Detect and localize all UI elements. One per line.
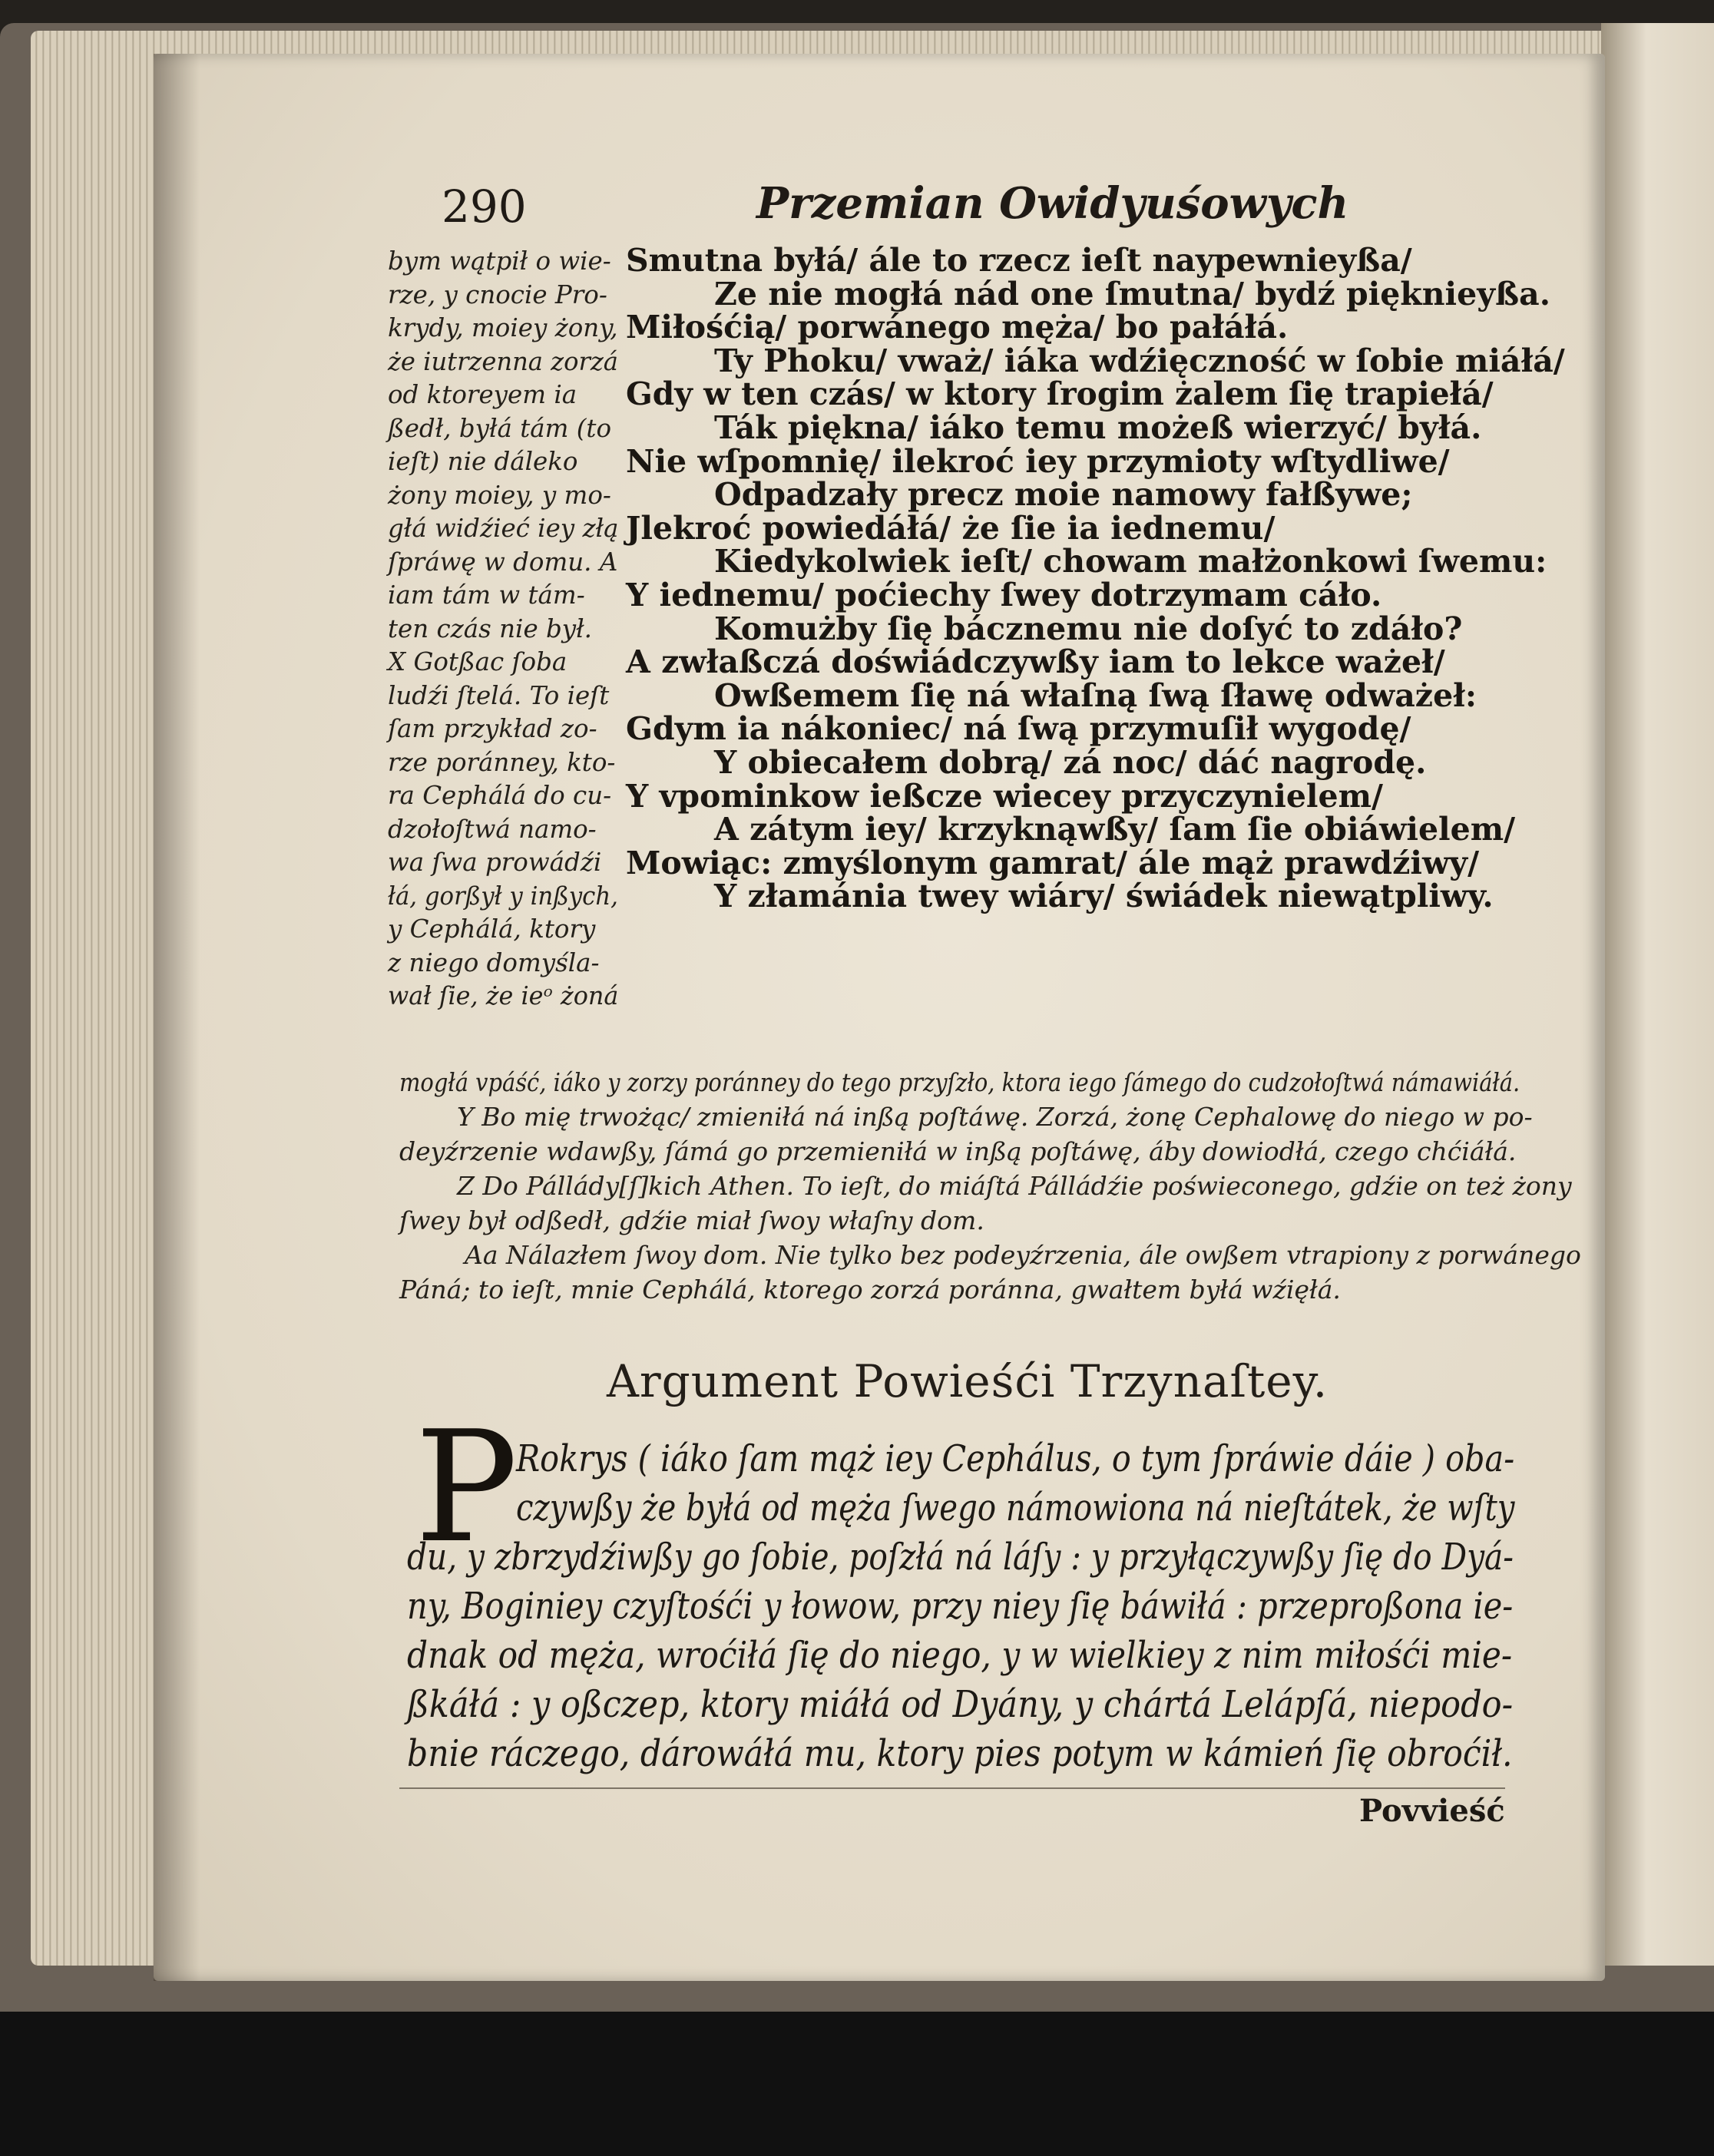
verse-line: Y iednemu/ poćiechy ſwey dotrzymam cáło. <box>626 577 1382 613</box>
gloss-line: dzołoſtwá namo- <box>388 813 597 844</box>
gloss-line: ludźi ſtelá. To ieſt <box>388 680 610 710</box>
gloss-line: że iutrzenna zorzá <box>388 346 618 376</box>
gloss-line: wa ſwa prowádźi <box>388 847 602 877</box>
verse-line: Y złamánia twey wiáry/ świádek niewątpliwy. <box>714 878 1494 915</box>
argument-heading: Argument Powieśći Trzynaſtey. <box>607 1355 1329 1407</box>
verse-line: Gdym ia nákoniec/ ná ſwą przymuſił wygodę/ <box>626 710 1411 748</box>
gloss-line: ſam przykład zo- <box>388 713 597 743</box>
verse-line: Nie wſpomnię/ ilekroć iey przymioty wſtydliwe/ <box>626 442 1450 480</box>
argument-line: du, y zbrzydźiwßy go ſobie, poſzłá ná láſy : y przyłączywßy ſię do Dyá- <box>407 1536 1514 1579</box>
facing-page-edge <box>1601 23 1714 1966</box>
argument-line: ny, Boginiey czyſtośći y łowow, przy niey ſię báwiłá : przeproßona ie- <box>407 1585 1514 1628</box>
gloss-line: bym wątpił o wie- <box>388 246 611 276</box>
gloss-line: ten czás nie był. <box>388 613 592 643</box>
argument-line: ßkáłá : y oßczep, ktory miáłá od Dyány, y chártá Lelápſá, niepodo- <box>407 1683 1514 1726</box>
page-gutter-shadow <box>154 54 200 1981</box>
note-line: Aa Nálazłem ſwoy dom. Nie tylko bez podeyźrzenia, ále owßem vtrapiony z porwánego <box>465 1240 1581 1270</box>
verse-line: Owßemem ſię ná właſną ſwą ſławę odważeł: <box>714 676 1477 714</box>
verse-line: Smutna byłá/ ále to rzecz ieſt naypewnieyßa/ <box>626 242 1412 279</box>
note-line: Páná; to ieſt, mnie Cephálá, ktorego zorzá poránna, gwałtem byłá wźięłá. <box>399 1275 1341 1305</box>
argument-line: czywßy że byłá od męża ſwego námowiona ná nieſtátek, że wſty <box>516 1486 1515 1529</box>
note-line: deyźrzenie wdawßy, ſámá go przemieniłá w inßą poſtáwę, áby dowiodłá, czego chćiáłá. <box>399 1136 1517 1166</box>
gloss-line: iam tám w tám- <box>388 580 585 610</box>
verse-line: Y obiecałem dobrą/ zá noc/ dáć nagrodę. <box>714 744 1427 781</box>
note-line: Y Bo mię trwożąc/ zmieniłá ná inßą poſtáwę. Zorzá, żonę Cephalowę do niego w po- <box>457 1102 1533 1132</box>
scan-bottom-border <box>0 2012 1714 2156</box>
verse-line: A zátym iey/ krzyknąwßy/ ſam ſie obiáwielem/ <box>714 811 1516 848</box>
gloss-line: X Gotßac ſoba <box>388 646 567 676</box>
running-head: Przemian Owidyuśowych <box>756 178 1349 229</box>
gloss-line: łá, gorßył y inßych, <box>388 880 618 911</box>
note-line: ſwey był odßedł, gdźie miał ſwoy właſny dom. <box>399 1205 984 1235</box>
drop-cap: P <box>415 1398 518 1577</box>
verse-line: Gdy w ten czás/ w ktory ſrogim żalem ſię trapiełá/ <box>626 375 1494 413</box>
verse-line: Mowiąc: zmyślonym gamrat/ ále mąż prawdźiwy/ <box>626 844 1480 881</box>
verse-line: Odpadzały precz moie namowy fałßywe; <box>714 476 1413 514</box>
gloss-line: głá widźieć iey złą <box>388 513 619 543</box>
gloss-line: żony moiey, y mo- <box>388 479 611 510</box>
verse-line: Y vpominkow ießcze wiecey przyczynielem/ <box>626 777 1383 815</box>
gloss-line: z niego domyśla- <box>388 947 600 977</box>
argument-line: bnie ráczego, dárowáłá mu, ktory pies potym w kámień ſię obroćił. <box>407 1732 1513 1775</box>
argument-line: Rokrys ( iáko ſam mąż iey Cephálus, o tym ſpráwie dáie ) oba- <box>516 1437 1515 1480</box>
verse-line: Komużby ſię bácznemu nie doſyć to zdáło? <box>714 610 1463 647</box>
note-line: mogłá vpáść, iáko y zorzy poránney do tego przyſzło, ktora iego ſámego do cudzołoſtwá námawiáłá. <box>399 1067 1520 1097</box>
gloss-line: od ktoreyem ia <box>388 379 577 409</box>
gloss-line: wał ſie, że ieᵒ żoná <box>388 980 619 1010</box>
gloss-line: ſpráwę w domu. A <box>388 546 618 577</box>
verse-line: Miłośćią/ porwánego męża/ bo pałáłá. <box>626 309 1289 346</box>
page-number: 290 <box>442 180 527 233</box>
gloss-line: y Cephálá, ktory <box>388 914 596 944</box>
verse-line: Ták piękna/ iáko temu możeß wierzyć/ byłá. <box>714 409 1482 446</box>
argument-line: dnak od męża, wroćiłá ſię do niego, y w wielkiey z nim miłośći mie- <box>407 1634 1513 1677</box>
note-line: Z Do Pállády[ſ]kich Athen. To ieſt, do miáſtá Pálládźie poświeconego, gdźie on też żony <box>457 1171 1572 1201</box>
verse-line: A zwłaßczá doświádczywßy iam to lekce ważeł/ <box>626 643 1445 681</box>
verse-line: Jlekroć powiedáłá/ że ſie ia iednemu/ <box>626 509 1276 547</box>
gloss-line: ra Cephálá do cu- <box>388 780 612 810</box>
gloss-line: rze, y cnocie Pro- <box>388 279 607 309</box>
verse-line: Ty Phoku/ vważ/ iáka wdźięczność w ſobie miáłá/ <box>714 342 1565 379</box>
gloss-line: krydy, moiey żony, <box>388 312 618 342</box>
verse-line: Kiedykolwiek ieſt/ chowam małżonkowi ſwemu: <box>714 543 1547 580</box>
gloss-line: rze poránney, kto- <box>388 746 616 777</box>
verse-line: Ze nie mogłá nád one ſmutna/ bydź pięknieyßa. <box>714 275 1551 312</box>
gloss-line: ieſt) nie dáleko <box>388 446 578 476</box>
gloss-line: ßedł, byłá tám (to <box>388 412 612 443</box>
bottom-rule <box>399 1787 1505 1789</box>
catchword: Povvieść <box>1359 1793 1505 1829</box>
marginal-gloss <box>388 244 622 1013</box>
